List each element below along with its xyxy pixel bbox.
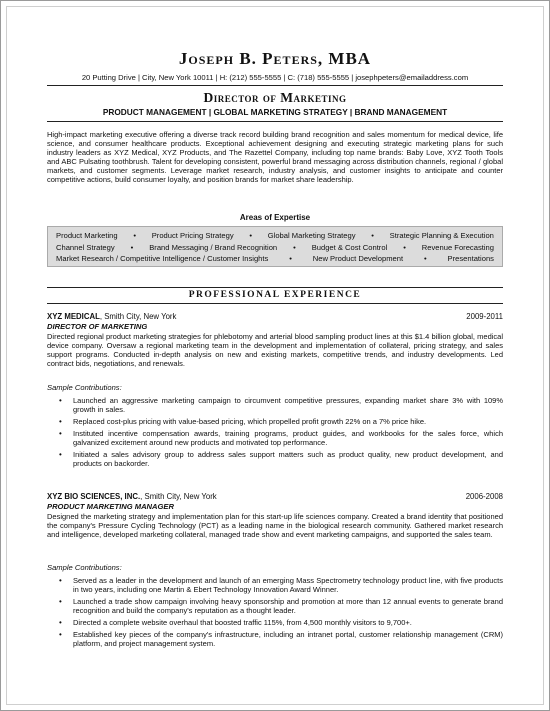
summary-paragraph: High-impact marketing executive offering a diverse track record building brand recognition and sales momentum for medical device, life science, and consumer healthcare products. Exceptional achievement designing and executing strategic marketing plans for such industry leaders as XYZ Medical, XYZ Products, and The Razettel Company, including top name brands: Baby Love, XYZ Tooth Tools and ABC Pulsating toothbrush. Talent for developing consistent, powerful brand messaging across distribution channels, regional / global markets, and customer segments. Leverage market research, industry analysis, and customer insights to anticipate and counter competitive actions, build consumer loyalty, and position brands for market share leadership. (47, 130, 503, 184)
contributions-list (47, 396, 503, 468)
job-dates: 2006-2008 (465, 492, 503, 501)
expertise-item: Product Marketing (56, 231, 118, 240)
expertise-item: Brand Messaging / Brand Recognition (149, 242, 278, 252)
candidate-name: Joseph B. Peters, MBA (178, 49, 372, 68)
list-item: • Initiated a sales advisory group to address sales support matters such as product quality, new product development, and products on backorder. (47, 450, 503, 468)
contact-line: 20 Putting Drive | City, New York 10011 | H: (212) 555-5555 | C: (718) 555-5555 | josephpeters@emailaddress.com (81, 73, 469, 82)
expertise-row: Market Research / Competitive Intelligence / Customer Insights • New Product Development • Presentations (56, 254, 494, 263)
expertise-row: Product Marketing • Product Pricing Strategy • Global Marketing Strategy • Strategic Planning & Execution (56, 231, 494, 240)
list-item: • Launched an aggressive marketing campaign to circumvent competitive pressures, expanding market share 3% with 109% growth in sales. (47, 396, 503, 414)
expertise-item: Global Marketing Strategy (267, 231, 356, 240)
contributions-list (47, 576, 503, 648)
job-title: DIRECTOR OF MARKETING (47, 322, 148, 331)
job-dates: 2009-2011 (466, 312, 503, 321)
list-item: • Served as a leader in the development and launch of an emerging Mass Spectrometry technology product line, with five products in two years, including one Martin & Ebert Technology Innovation Award Winner. (47, 576, 503, 594)
expertise-box (47, 226, 503, 267)
expertise-item: Budget & Cost Control (311, 242, 388, 252)
job-description: Designed the marketing strategy and implementation plan for this start-up life sciences company. Created a brand identity that positioned the company's Pressure Cycling Technology (PCT) as a leading name in the biological research community. Gathered market research and intelligence, developed marketing collateral, managed trade show and event marketing campaigns, and supported the sales team. (47, 512, 503, 539)
job-title: PRODUCT MARKETING MANAGER (47, 502, 174, 511)
expertise-row: Channel Strategy • Brand Messaging / Brand Recognition • Budget & Cost Control • Revenue Forecasting (56, 242, 494, 252)
target-subtitle: PRODUCT MANAGEMENT | GLOBAL MARKETING STRATEGY | BRAND MANAGEMENT (102, 107, 448, 117)
expertise-item: New Product Development (312, 254, 404, 263)
company-location: , Smith City, New York (140, 492, 217, 501)
header-rule (47, 85, 503, 86)
list-item: • Instituted incentive compensation awards, training programs, product guides, and workbooks for the sales force, which galvanized excitement around new products and motivated top performance. (47, 429, 503, 447)
target-title: Director of Marketing (203, 90, 347, 105)
company-location: , Smith City, New York (99, 312, 177, 321)
expertise-item: Market Research / Competitive Intelligence / Customer Insights (56, 254, 269, 263)
title-rule (47, 121, 503, 122)
expertise-item: Product Pricing Strategy (151, 231, 234, 240)
list-item: • Directed a complete website overhaul that boosted traffic 115%, from 4,500 monthly visitors to 9,700+. (47, 618, 503, 627)
company-name: XYZ MEDICAL (47, 312, 100, 321)
experience-heading: PROFESSIONAL EXPERIENCE (47, 287, 503, 304)
contributions-label: Sample Contributions: (47, 563, 122, 572)
list-item: • Launched a trade show campaign involving heavy sponsorship and promotion at more than 12 annual events to generate brand recognition and build the company's reputation as a thought leader. (47, 597, 503, 615)
job-description: Directed regional product marketing strategies for phlebotomy and arterial blood sampling product lines at this $1.4 billion global, medical device company. Oversaw a regional marketing team in the development and implementation of collateral, pricing strategy, and sales support programs. Conducted in-depth analysis on new and existing markets, competitive trends, and industry developments. Led contract bids, negotiations, and renewals. (47, 332, 503, 368)
expertise-heading: Areas of Expertise (239, 213, 311, 222)
job-header (47, 312, 503, 322)
expertise-item: Presentations (447, 254, 494, 263)
contributions-label: Sample Contributions: (47, 383, 122, 392)
job-header (47, 492, 503, 502)
company-name: XYZ BIO SCIENCES, INC. (47, 492, 141, 501)
list-item: • Established key pieces of the company's infrastructure, including an intranet portal, customer relationship management (CRM) platform, and project management system. (47, 630, 503, 648)
expertise-item: Channel Strategy (56, 242, 115, 252)
expertise-item: Revenue Forecasting (421, 242, 494, 252)
expertise-item: Strategic Planning & Execution (389, 231, 494, 240)
list-item: • Replaced cost-plus pricing with value-based pricing, which propelled profit growth 22% on a 7% price hike. (47, 417, 503, 426)
